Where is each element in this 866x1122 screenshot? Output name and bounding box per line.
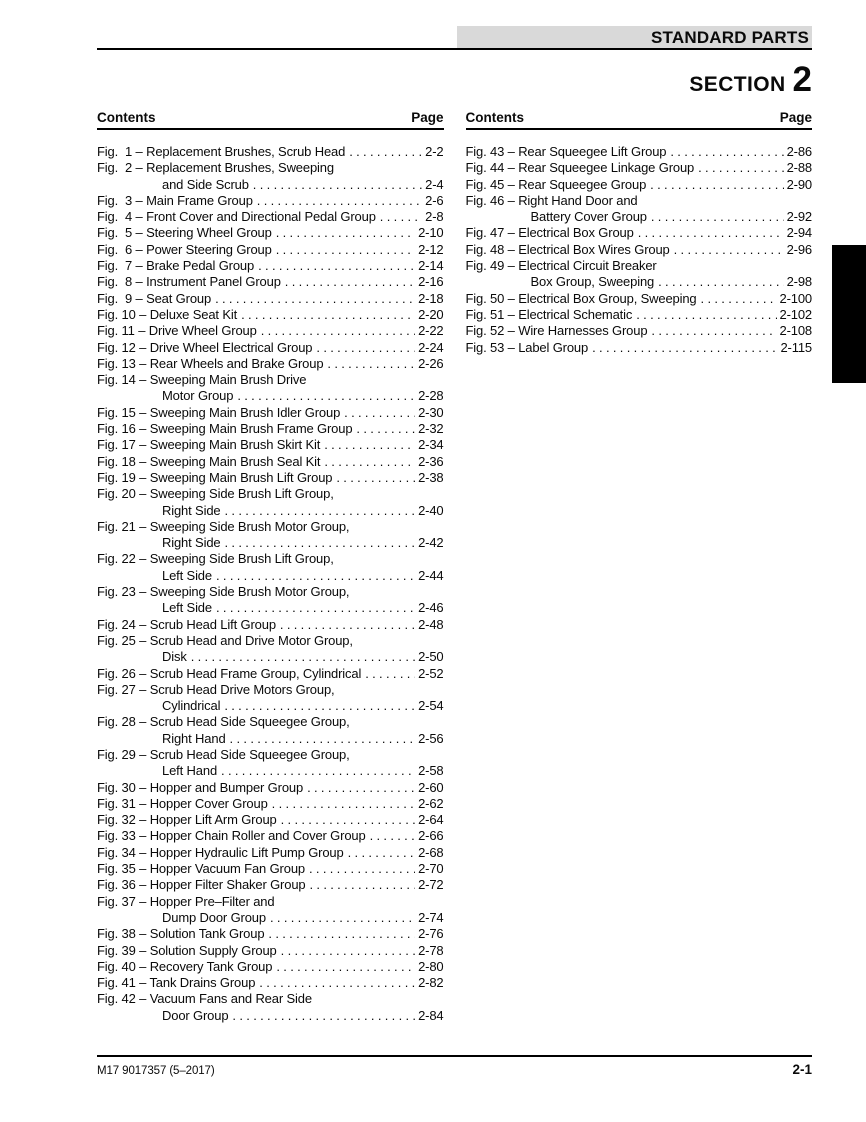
toc-entry-text: Fig. 45 – Rear Squeegee Group	[465, 176, 647, 192]
toc-entry-page: 2-68	[418, 844, 444, 860]
toc-entry-page: 2-4	[425, 176, 444, 192]
toc-entry-line	[97, 209, 444, 225]
toc-entry-page: 2-56	[418, 730, 444, 746]
toc-entry-page: 2-82	[418, 975, 444, 991]
toc-entry-page: 2-72	[418, 877, 444, 893]
toc-entry-page: 2-24	[418, 339, 444, 355]
toc-entry-line	[97, 845, 444, 861]
toc-entry-line	[97, 421, 444, 437]
toc-entry-page: 2-70	[418, 861, 444, 877]
toc-entry-line	[97, 160, 444, 176]
toc-entry-text: Fig. 46 – Right Hand Door and	[465, 192, 638, 208]
toc-leader-dots	[344, 405, 415, 421]
toc-leader-dots	[336, 470, 415, 486]
toc-leader-dots	[224, 698, 415, 714]
toc-entry-page: 2-20	[418, 306, 444, 322]
toc-entry-text: Fig. 47 – Electrical Box Group	[465, 225, 634, 241]
toc-entry-text: Fig. 49 – Electrical Circuit Breaker	[465, 258, 657, 274]
toc-entry-line	[97, 780, 444, 796]
toc-leader-dots	[280, 617, 415, 633]
toc-leader-dots	[651, 323, 776, 339]
toc-entry-text: Fig. 2 – Replacement Brushes, Sweeping	[97, 160, 334, 176]
toc-entry-line	[97, 698, 444, 714]
toc-entry-page: 2-100	[779, 290, 812, 306]
toc-entry-line	[97, 551, 444, 567]
toc-entry-page: 2-60	[418, 779, 444, 795]
toc-entry-page: 2-90	[786, 176, 812, 192]
contents-heading: Contents	[465, 110, 524, 125]
toc-entry-line	[97, 225, 444, 241]
toc-entry-text: Fig. 20 – Sweeping Side Brush Lift Group,	[97, 486, 334, 502]
toc-leader-dots	[276, 225, 415, 241]
toc-entry-text: Fig. 39 – Solution Supply Group	[97, 942, 277, 958]
toc-entry-text: Right Side	[162, 502, 221, 518]
toc-leader-dots	[261, 323, 415, 339]
toc-entry-page: 2-40	[418, 502, 444, 518]
toc-entry-line	[97, 861, 444, 877]
toc-leader-dots	[221, 763, 415, 779]
toc-entry-line	[97, 600, 444, 616]
toc-entry-text: Fig. 38 – Solution Tank Group	[97, 926, 265, 942]
toc-leader-dots	[232, 1008, 415, 1024]
toc-entry-text: Fig. 24 – Scrub Head Lift Group	[97, 616, 276, 632]
toc-entry-text: Fig. 13 – Rear Wheels and Brake Group	[97, 355, 324, 371]
footer-rule	[97, 1055, 812, 1057]
toc-entry-text: Dump Door Group	[162, 909, 266, 925]
toc-entry-line	[466, 307, 813, 323]
toc-entry-line	[466, 160, 813, 176]
toc-entry-page: 2-12	[418, 241, 444, 257]
toc-leader-dots	[237, 388, 415, 404]
toc-entry-text: Box Group, Sweeping	[530, 274, 655, 290]
toc-entry-line	[466, 291, 813, 307]
toc-leader-dots	[327, 356, 415, 372]
toc-entry-line	[97, 894, 444, 910]
toc-leader-dots	[592, 340, 777, 356]
toc-entry-text: Right Hand	[162, 730, 226, 746]
toc-entry-text: Fig. 52 – Wire Harnesses Group	[465, 323, 648, 339]
toc-entry-line	[97, 274, 444, 290]
document-number: M17 9017357 (5–2017)	[97, 1065, 215, 1077]
section-edge-tab	[832, 245, 866, 383]
toc-entry-line	[97, 714, 444, 730]
toc-leader-dots	[309, 861, 415, 877]
toc-entry-text: Fig. 32 – Hopper Lift Arm Group	[97, 812, 277, 828]
page-heading: Page	[411, 110, 444, 125]
toc-entry-page: 2-30	[418, 404, 444, 420]
page-heading: Page	[779, 110, 812, 125]
toc-entry-page: 2-64	[418, 812, 444, 828]
header-banner	[457, 26, 812, 49]
toc-entry-page: 2-94	[786, 225, 812, 241]
toc-columns	[97, 110, 812, 1024]
toc-entry-text: Disk	[162, 649, 187, 665]
banner-title: STANDARD PARTS	[651, 27, 809, 47]
toc-entry-page: 2-10	[418, 225, 444, 241]
header-rule	[97, 48, 812, 50]
toc-entry-line	[97, 454, 444, 470]
toc-entry-line	[97, 682, 444, 698]
toc-entry-text: Fig. 40 – Recovery Tank Group	[97, 958, 273, 974]
toc-entry-page: 2-36	[418, 453, 444, 469]
toc-entry-page: 2-16	[418, 274, 444, 290]
toc-leader-dots	[380, 209, 422, 225]
toc-entry-text: Fig. 34 – Hopper Hydraulic Lift Pump Group	[97, 844, 344, 860]
toc-entry-line	[466, 209, 813, 225]
toc-leader-dots	[253, 177, 422, 193]
toc-entry-page: 2-88	[786, 160, 812, 176]
toc-entry-line	[97, 763, 444, 779]
toc-entry-line	[97, 356, 444, 372]
toc-leader-dots	[224, 535, 415, 551]
toc-entry-line	[97, 437, 444, 453]
toc-entry-text: Fig. 21 – Sweeping Side Brush Motor Group,	[97, 518, 350, 534]
toc-leader-dots	[370, 828, 416, 844]
toc-entry-page: 2-26	[418, 355, 444, 371]
toc-entry-page: 2-50	[418, 649, 444, 665]
toc-entry-page: 2-2	[425, 144, 444, 159]
toc-column-left	[97, 110, 444, 1024]
toc-entry-page: 2-46	[418, 600, 444, 616]
toc-entry-text: Fig. 5 – Steering Wheel Group	[97, 225, 272, 241]
toc-entry-text: Fig. 15 – Sweeping Main Brush Idler Group	[97, 404, 341, 420]
toc-entry-line	[97, 242, 444, 258]
toc-leader-dots	[259, 975, 415, 991]
toc-entry-page: 2-42	[418, 535, 444, 551]
toc-entry-line	[97, 193, 444, 209]
toc-entry-text: Fig. 41 – Tank Drains Group	[97, 975, 256, 991]
toc-entry-page: 2-92	[786, 209, 812, 225]
toc-leader-dots	[281, 943, 415, 959]
toc-entry-line	[466, 242, 813, 258]
toc-leader-dots	[216, 568, 415, 584]
toc-entry-page: 2-18	[418, 290, 444, 306]
toc-entry-line	[97, 1008, 444, 1024]
toc-entry-text: Fig. 4 – Front Cover and Directional Pedal Group	[97, 209, 376, 225]
toc-entry-line	[97, 633, 444, 649]
toc-entry-page: 2-80	[418, 958, 444, 974]
toc-entry-text: Fig. 50 – Electrical Box Group, Sweeping	[465, 290, 697, 306]
toc-entry-text: Fig. 8 – Instrument Panel Group	[97, 274, 281, 290]
toc-entry-text: Fig. 10 – Deluxe Seat Kit	[97, 306, 238, 322]
toc-entry-text: Fig. 22 – Sweeping Side Brush Lift Group,	[97, 551, 334, 567]
toc-entry-line	[97, 731, 444, 747]
toc-entry-line	[97, 405, 444, 421]
toc-entry-text: Fig. 42 – Vacuum Fans and Rear Side	[97, 991, 312, 1007]
toc-entry-text: Battery Cover Group	[530, 209, 647, 225]
toc-entry-text: Fig. 43 – Rear Squeegee Lift Group	[465, 144, 667, 159]
toc-leader-dots	[650, 177, 783, 193]
toc-entry-text: Fig. 36 – Hopper Filter Shaker Group	[97, 877, 306, 893]
toc-entry-page: 2-8	[425, 209, 444, 225]
toc-leader-dots	[348, 845, 415, 861]
toc-entry-page: 2-96	[786, 241, 812, 257]
toc-entry-text: Left Hand	[162, 763, 218, 779]
toc-leader-dots	[276, 242, 415, 258]
toc-entry-page: 2-115	[780, 339, 812, 355]
toc-entry-text: Fig. 25 – Scrub Head and Drive Motor Group,	[97, 632, 353, 648]
toc-entry-line	[97, 975, 444, 991]
toc-entry-text: Fig. 1 – Replacement Brushes, Scrub Head	[97, 144, 346, 159]
toc-entry-line	[97, 470, 444, 486]
toc-leader-dots	[268, 926, 415, 942]
toc-entry-text: Fig. 48 – Electrical Box Wires Group	[465, 241, 670, 257]
toc-entry-page: 2-74	[418, 909, 444, 925]
toc-entry-line	[97, 503, 444, 519]
toc-entry-text: Door Group	[162, 1007, 229, 1023]
toc-entries-left	[97, 144, 444, 1024]
toc-entry-line	[97, 747, 444, 763]
toc-entry-text: Fig. 53 – Label Group	[465, 339, 589, 355]
toc-entry-line	[97, 649, 444, 665]
toc-entry-text: Fig. 3 – Main Frame Group	[97, 192, 253, 208]
toc-entry-page: 2-38	[418, 469, 444, 485]
toc-entry-text: Cylindrical	[162, 698, 221, 714]
toc-entry-page: 2-52	[418, 665, 444, 681]
toc-entry-line	[97, 943, 444, 959]
toc-entry-text: Fig. 9 – Seat Group	[97, 290, 212, 306]
toc-leader-dots	[241, 307, 415, 323]
toc-entry-text: Fig. 35 – Hopper Vacuum Fan Group	[97, 861, 305, 877]
toc-entry-page: 2-86	[786, 144, 812, 159]
toc-entry-line	[97, 388, 444, 404]
toc-leader-dots	[272, 796, 415, 812]
toc-leader-dots	[651, 209, 784, 225]
toc-entry-line	[466, 323, 813, 339]
toc-leader-dots	[674, 242, 784, 258]
toc-leader-dots	[257, 193, 422, 209]
footer	[97, 1062, 812, 1077]
toc-entry-line	[97, 323, 444, 339]
toc-entry-page: 2-62	[418, 795, 444, 811]
toc-entry-text: Fig. 12 – Drive Wheel Electrical Group	[97, 339, 313, 355]
toc-entry-page: 2-48	[418, 616, 444, 632]
toc-entry-text: Fig. 26 – Scrub Head Frame Group, Cylindrical	[97, 665, 362, 681]
toc-entry-text: Fig. 11 – Drive Wheel Group	[97, 323, 257, 339]
toc-leader-dots	[365, 666, 415, 682]
toc-leader-dots	[670, 144, 783, 160]
toc-entry-text: Fig. 23 – Sweeping Side Brush Motor Group,	[97, 584, 350, 600]
toc-entry-text: Fig. 37 – Hopper Pre–Filter and	[97, 893, 275, 909]
toc-leader-dots	[309, 877, 415, 893]
toc-entry-line	[97, 372, 444, 388]
toc-entry-line	[466, 274, 813, 290]
toc-entry-text: Fig. 19 – Sweeping Main Brush Lift Group	[97, 469, 333, 485]
toc-entry-line	[97, 291, 444, 307]
toc-entry-text: Fig. 14 – Sweeping Main Brush Drive	[97, 372, 307, 388]
toc-entry-line	[97, 910, 444, 926]
toc-entry-text: Fig. 31 – Hopper Cover Group	[97, 795, 268, 811]
toc-leader-dots	[356, 421, 415, 437]
toc-entry-line	[466, 340, 813, 356]
toc-entry-text: Right Side	[162, 535, 221, 551]
toc-leader-dots	[307, 780, 415, 796]
toc-column-header	[97, 110, 444, 130]
toc-entry-page: 2-102	[779, 306, 812, 322]
toc-entry-page: 2-98	[786, 274, 812, 290]
toc-leader-dots	[701, 291, 777, 307]
toc-entry-line	[466, 177, 813, 193]
toc-entry-page: 2-84	[418, 1007, 444, 1023]
toc-entry-text: Fig. 6 – Power Steering Group	[97, 241, 272, 257]
toc-entry-line	[97, 177, 444, 193]
toc-entry-line	[97, 812, 444, 828]
toc-column-right	[466, 110, 813, 1024]
toc-entry-text: Motor Group	[162, 388, 234, 404]
toc-entry-line	[97, 877, 444, 893]
toc-entry-text: Fig. 29 – Scrub Head Side Squeegee Group,	[97, 746, 350, 762]
toc-entry-page: 2-76	[418, 926, 444, 942]
toc-entry-line	[97, 568, 444, 584]
toc-entry-line	[97, 258, 444, 274]
toc-entry-line	[97, 959, 444, 975]
toc-entry-line	[97, 340, 444, 356]
toc-leader-dots	[324, 437, 415, 453]
toc-entry-line	[97, 584, 444, 600]
toc-entry-page: 2-22	[418, 323, 444, 339]
toc-leader-dots	[230, 731, 416, 747]
toc-entry-line	[97, 307, 444, 323]
toc-entry-text: Fig. 7 – Brake Pedal Group	[97, 258, 255, 274]
toc-entry-page: 2-108	[779, 323, 812, 339]
toc-entry-page: 2-14	[418, 258, 444, 274]
toc-entries-right	[466, 144, 813, 356]
toc-entry-page: 2-28	[418, 388, 444, 404]
toc-leader-dots	[285, 274, 415, 290]
toc-leader-dots	[276, 959, 415, 975]
toc-leader-dots	[349, 144, 422, 160]
toc-leader-dots	[281, 812, 415, 828]
toc-entry-line	[97, 617, 444, 633]
toc-entry-page: 2-44	[418, 567, 444, 583]
toc-leader-dots	[638, 225, 784, 241]
toc-leader-dots	[698, 160, 783, 176]
toc-entry-line	[97, 828, 444, 844]
toc-entry-line	[466, 225, 813, 241]
toc-leader-dots	[316, 340, 415, 356]
toc-entry-page: 2-78	[418, 942, 444, 958]
toc-entry-line	[97, 926, 444, 942]
section-title	[689, 60, 812, 100]
toc-entry-line	[97, 535, 444, 551]
toc-leader-dots	[191, 649, 415, 665]
toc-leader-dots	[224, 503, 415, 519]
toc-entry-page: 2-34	[418, 437, 444, 453]
toc-entry-line	[466, 258, 813, 274]
toc-leader-dots	[324, 454, 415, 470]
toc-leader-dots	[636, 307, 776, 323]
toc-entry-text: Left Side	[162, 600, 212, 616]
toc-entry-page: 2-58	[418, 763, 444, 779]
toc-entry-page: 2-32	[418, 421, 444, 437]
toc-entry-text: Fig. 27 – Scrub Head Drive Motors Group,	[97, 681, 335, 697]
toc-entry-line	[97, 486, 444, 502]
section-label: SECTION	[689, 73, 786, 96]
toc-entry-text: Fig. 17 – Sweeping Main Brush Skirt Kit	[97, 437, 321, 453]
toc-leader-dots	[258, 258, 415, 274]
toc-leader-dots	[215, 291, 415, 307]
toc-entry-text: Fig. 51 – Electrical Schematic	[465, 306, 633, 322]
toc-entry-line	[97, 144, 444, 160]
toc-entry-page: 2-54	[418, 698, 444, 714]
toc-entry-line	[97, 519, 444, 535]
toc-entry-text: Fig. 28 – Scrub Head Side Squeegee Group,	[97, 714, 350, 730]
toc-column-header	[466, 110, 813, 130]
page-number: 2-1	[792, 1062, 812, 1077]
toc-entry-text: and Side Scrub	[162, 176, 249, 192]
toc-entry-line	[97, 991, 444, 1007]
toc-entry-line	[466, 193, 813, 209]
toc-leader-dots	[216, 600, 415, 616]
toc-entry-line	[97, 666, 444, 682]
toc-entry-page: 2-66	[418, 828, 444, 844]
toc-entry-text: Fig. 18 – Sweeping Main Brush Seal Kit	[97, 453, 321, 469]
toc-entry-line	[466, 144, 813, 160]
toc-entry-page: 2-6	[425, 192, 444, 208]
toc-leader-dots	[270, 910, 415, 926]
toc-entry-text: Left Side	[162, 567, 212, 583]
toc-entry-text: Fig. 44 – Rear Squeegee Linkage Group	[465, 160, 695, 176]
toc-entry-text: Fig. 16 – Sweeping Main Brush Frame Group	[97, 421, 353, 437]
toc-entry-line	[97, 796, 444, 812]
toc-leader-dots	[658, 274, 783, 290]
contents-heading: Contents	[97, 110, 156, 125]
toc-entry-text: Fig. 30 – Hopper and Bumper Group	[97, 779, 304, 795]
section-number: 2	[792, 60, 812, 99]
toc-entry-text: Fig. 33 – Hopper Chain Roller and Cover Group	[97, 828, 366, 844]
